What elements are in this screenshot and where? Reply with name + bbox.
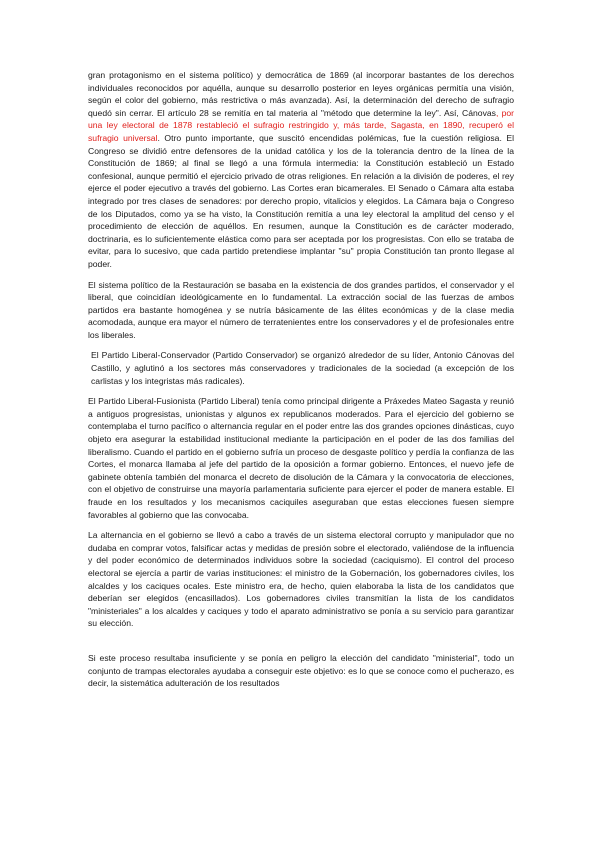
paragraph-conservative-party: El Partido Liberal-Conservador (Partido Conservador) se organizó alrededor de su líder, Antonio Cánovas del Castillo, y aglutinó a los sectores más conservadores y tradicionales de la sociedad (a excepción de los carlistas y los integristas más radicales). (91, 350, 514, 386)
paragraph-political-system: El sistema político de la Restauración se basaba en la existencia de dos grandes partidos, el conservador y el liberal, que coincidían ideológicamente en lo fundamental. La extracción social de las fuerzas de ambos partidos era bastante homogénea y se nutría básicamente de las élites económicas y de la clase media acomodada, aunque era mayor el número de terratenientes entre los conservadores y el de profesionales entre los liberales. (88, 279, 514, 340)
paragraph-liberal-party: El Partido Liberal-Fusionista (Partido Liberal) tenía como principal dirigente a Práxedes Mateo Sagasta y reunió a antiguos progresistas, unionistas y algunos ex republicanos moderados. Para el ejercicio del gobierno se contemplaba el turno pacífico o alternancia regular en el poder entre las dos grandes opciones dinásticas, cuyo objeto era asegurar la estabilidad institucional mediante la participación en el poder de las dos familias del liberalismo. Cuando el partido en el gobierno sufría un proceso de desgaste político y perdía la confianza de las Cortes, el monarca llamaba al jefe del partido de la oposición a formar gobierno. Entonces, el nuevo jefe de gabinete obtenía también del monarca el decreto de disolución de la Cámara y la convocatoria de elecciones, con el objetivo de construirse una mayoría parlamentaria suficiente para ejercer el poder de manera estable. El fraude en los resultados y los mecanismos caciquiles aseguraban que estas elecciones fuesen siempre favorables al gobierno que las convocaba. (88, 396, 514, 520)
paragraph-pucherazo: Si este proceso resultaba insuficiente y se ponía en peligro la elección del candidato "ministerial", todo un conjunto de trampas electorales ayudaba a conseguir este objetivo: es lo que se conoce como el pucherazo, es decir, la sistemática adulteración de los resultados (88, 652, 514, 689)
paragraph-electoral-system: La alternancia en el gobierno se llevó a cabo a través de un sistema electoral corrupto y manipulador que no dudaba en comprar votos, falsificar actas y medidas de presión sobre el electorado, valiéndose de la influencia y del poder económico de determinados individuos sobre la sociedad (caciquismo). El control del proceso electoral se ejercía a partir de varias instituciones: el ministro de la Gobernación, los gobernadores civiles, los alcaldes y los caciques ocales. Este ministro era, de hecho, quien elaboraba la lista de los candidatos que deberían ser elegidos (encasillados). Los gobernadores civiles transmitían la lista de los candidatos "ministeriales" a los alcaldes y caciques y todo el aparato administrativo se ponía a su servicio para garantizar su elección. (88, 530, 514, 629)
paragraph-text: gran protagonismo en el sistema político) y democrática de 1869 (al incorporar bastantes de los derechos individuales reconocidos por aquélla, aunque su desarrollo posterior en leyes orgánicas permitía una visión, según el color del gobierno, más restrictiva o más avanzada). Así, la determinación del derecho de sufragio quedó sin cerrar. El artículo 28 se remitía en tal materia al "método que determine la ley". Así, Cánovas (88, 70, 514, 118)
highlighted-text: , por una ley electoral de 1878 restableció el sufragio restringido y, más tarde, Sagasta, en 1890, recuperó el sufragio universal (88, 107, 514, 143)
document-page (88, 69, 514, 698)
paragraph-text: . Otro punto importante, que suscitó encendidas polémicas, fue la cuestión religiosa. El Congreso se dividió entre defensores de la unidad católica y los de la tolerancia dentro de la línea de la Constitución de 1869; al final se llegó a una fórmula intermedia: la Constitución estableció un Estado confesional, aunque permitió el ejercicio privado de otras religiones. En relación a la división de poderes, el rey ejerce el poder ejecutivo a través del gobierno. Las Cortes eran bicamerales. El Senado o Cámara alta estaba integrado por tres clases de senadores: por derecho propio, vitalicios y elegidos. La Cámara baja o Congreso de los Diputados, como ya se ha visto, la Constitución remitía a una ley electoral la amplitud del censo y el procedimiento de elección de aquéllos. En resumen, aunque la Constitución es de carácter moderado, doctrinaria, es lo suficientemente elástica como para ser aceptada por los progresistas. Con ello se trataba de evitar, para lo sucesivo, que cada partido pretendiese implantar "su" propia Constitución tan pronto llegase al poder. (88, 132, 514, 269)
paragraph-constitution (88, 69, 514, 271)
